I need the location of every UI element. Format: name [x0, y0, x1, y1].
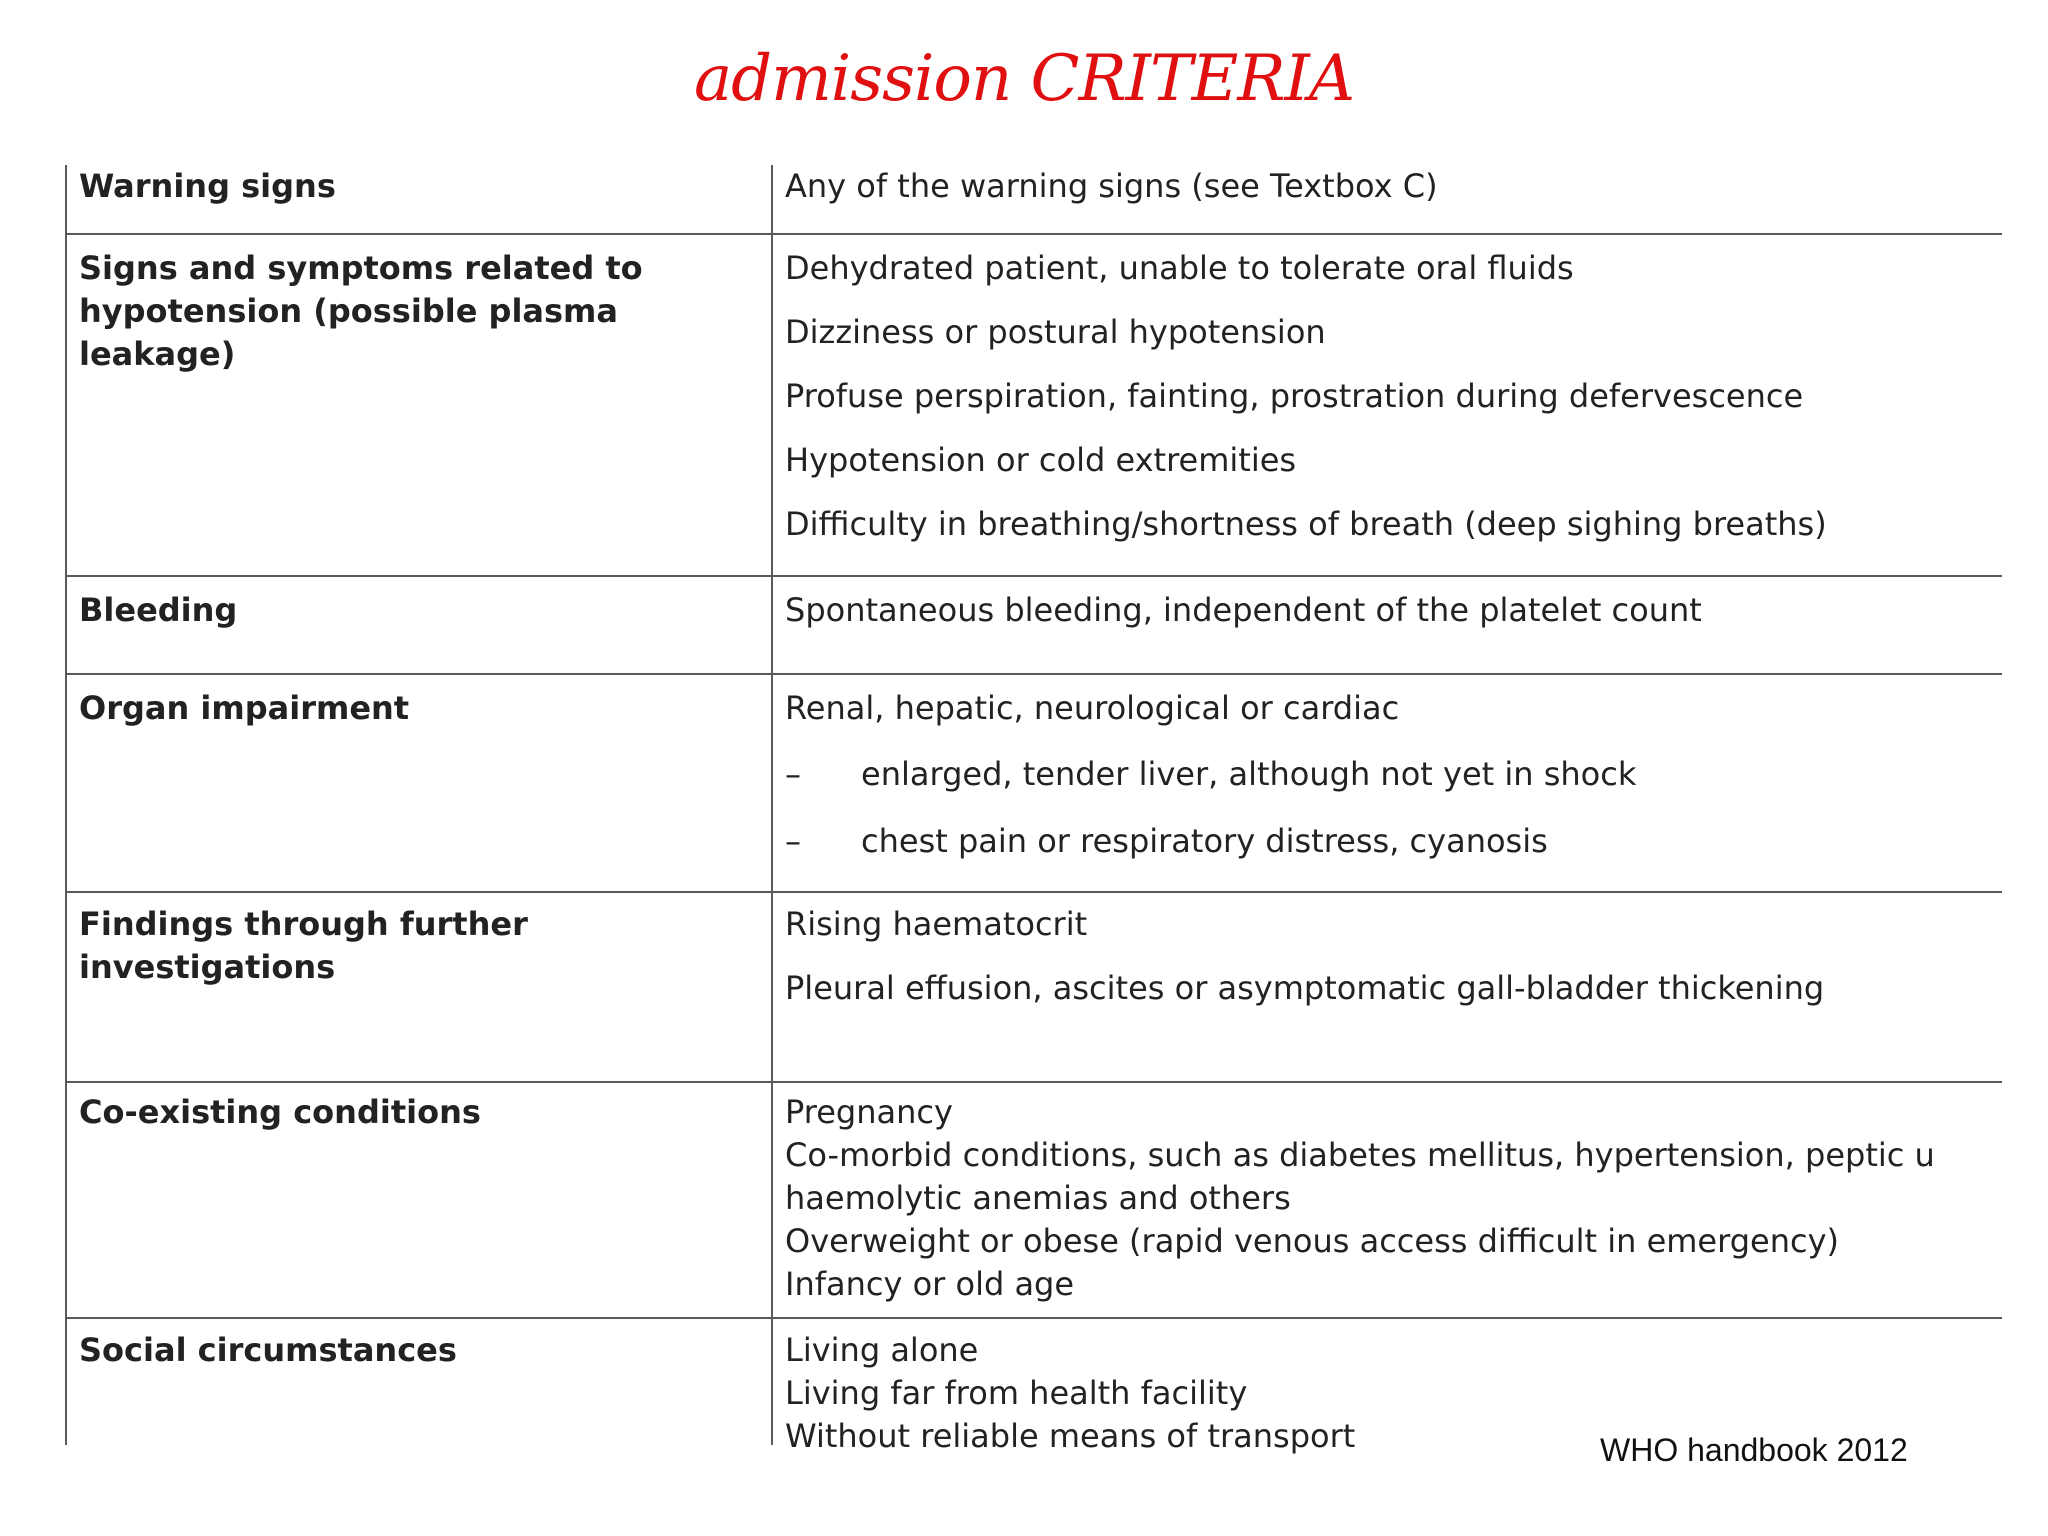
row-label: Co-existing conditions — [79, 1093, 481, 1131]
row-items — [785, 903, 2002, 1031]
row-items — [785, 247, 2002, 567]
list-item: Rising haematocrit — [785, 905, 1088, 943]
sub-item-text: chest pain or respiratory distress, cyanosis — [861, 822, 1548, 860]
row-items — [785, 165, 2002, 229]
dash-bullet: – — [785, 755, 801, 793]
row-label: Findings through further investigations — [79, 905, 528, 986]
row-items — [785, 1091, 2002, 1306]
table-row-hypotension — [67, 235, 2002, 577]
sub-item-text: enlarged, tender liver, although not yet in shock — [861, 755, 1637, 793]
list-item: Profuse perspiration, fainting, prostration during defervescence — [785, 377, 1804, 415]
row-items — [785, 687, 2002, 884]
list-item: Co-morbid conditions, such as diabetes mellitus, hypertension, peptic u — [785, 1136, 1935, 1174]
list-item: Pleural effusion, ascites or asymptomatic gall-bladder thickening — [785, 969, 1825, 1007]
list-item: Pregnancy — [785, 1093, 953, 1131]
row-label: Bleeding — [79, 591, 238, 629]
list-item: Spontaneous bleeding, independent of the platelet count — [785, 591, 1702, 629]
list-item: Infancy or old age — [785, 1265, 1075, 1303]
list-item: Any of the warning signs (see Textbox C) — [785, 167, 1438, 205]
row-label: Warning signs — [79, 167, 336, 205]
table-row-co-existing — [67, 1083, 2002, 1319]
table-row-findings — [67, 893, 2002, 1083]
sub-list-item — [785, 753, 2002, 820]
list-item: Overweight or obese (rapid venous access difficult in emergency) — [785, 1222, 1839, 1260]
table-row-organ-impairment — [67, 675, 2002, 893]
list-item: haemolytic anemias and others — [785, 1179, 1291, 1217]
sub-list-item — [785, 820, 2002, 884]
list-item: Living alone — [785, 1331, 979, 1369]
list-item: Living far from health facility — [785, 1374, 1248, 1412]
row-items — [785, 589, 2002, 653]
table-row-warning-signs — [67, 165, 2002, 235]
list-item: Difficulty in breathing/shortness of breath (deep sighing breaths) — [785, 505, 1827, 543]
list-item: Dizziness or postural hypotension — [785, 313, 1326, 351]
row-label: Signs and symptoms related to hypotension (possible plasma leakage) — [79, 249, 643, 373]
list-item: Hypotension or cold extremities — [785, 441, 1297, 479]
list-item: Dehydrated patient, unable to tolerate oral fluids — [785, 249, 1574, 287]
dash-bullet: – — [785, 822, 801, 860]
row-label: Social circumstances — [79, 1331, 457, 1369]
row-label: Organ impairment — [79, 689, 410, 727]
source-citation: WHO handbook 2012 — [1600, 1432, 1908, 1468]
list-item: Without reliable means of transport — [785, 1417, 1356, 1455]
table-row-bleeding — [67, 577, 2002, 675]
page-title: admission CRITERIA — [693, 42, 1355, 116]
list-item: Renal, hepatic, neurological or cardiac — [785, 689, 1400, 727]
